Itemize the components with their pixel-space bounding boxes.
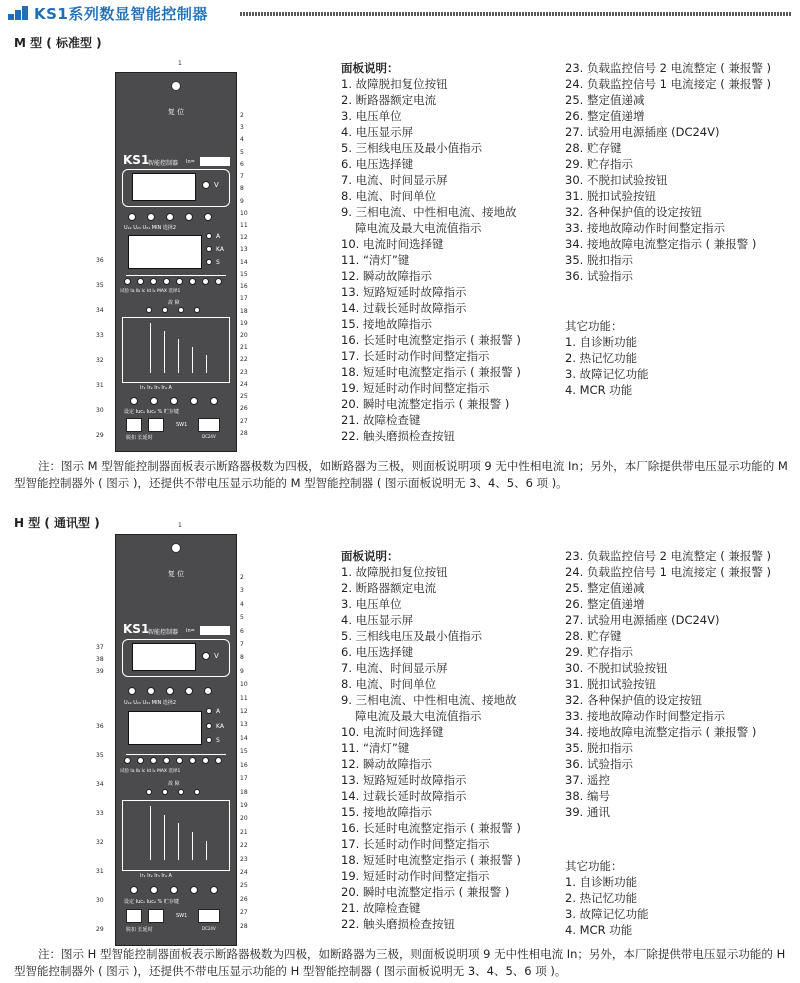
list-item: 8. 电流、时间单位: [341, 677, 437, 691]
list-item: 11. “清灯”键: [341, 741, 410, 755]
divider: [126, 275, 226, 276]
voltage-keys-label: U₁₂ U₂₃ U₃₁ MIN 选择2: [124, 699, 177, 706]
list-item: 7. 电流、时间显示屏: [341, 661, 448, 675]
list-item: 23. 负载监控信号 2 电流整定 ( 兼报警 ): [565, 61, 772, 75]
fault-indicator: [162, 307, 168, 313]
callout-number: 28: [240, 922, 248, 930]
callout-number: 20: [240, 815, 248, 823]
list-item: 16. 长延时电流整定指示 ( 兼报警 ): [341, 821, 521, 835]
callout-number: 34: [96, 307, 104, 314]
fault-indicator: [178, 789, 184, 795]
sw-label: SW1: [176, 422, 188, 428]
callout-number: 8: [240, 654, 244, 662]
curve-segment: [192, 832, 193, 860]
fault-label: 故 障: [168, 300, 180, 306]
setting-button[interactable]: [170, 397, 178, 405]
other-function-item: 4. MCR 功能: [565, 923, 633, 937]
callout-number: 30: [96, 407, 104, 414]
list-item: 29. 贮存指示: [565, 157, 633, 171]
callout-number: 32: [96, 357, 104, 364]
list-item: 18. 短延时电流整定指示 ( 兼报警 ): [341, 853, 521, 867]
list-item: 6. 电压选择键: [341, 157, 414, 171]
callout-number: 9: [240, 197, 244, 205]
voltage-display: [132, 643, 196, 671]
section-note-m: 注：图示 M 型智能控制器面板表示断路器极数为四极，如断路器为三极，则面板说明项 9 无中性相电流 In；另外，本厂除提供带电压显示功能的 M 型智能控制器外 ( 图示 )，还提供不带电压显示功能的 M 型智能控制器 ( 图示面板说明无 3、4、5、6 项 )。: [14, 459, 788, 490]
list-item: 32. 各种保护值的设定按钮: [565, 205, 702, 219]
list-item: 障电流及最大电流值指示: [355, 709, 482, 723]
section-title-h: H 型 ( 通讯型 ): [14, 516, 100, 530]
fault-indicator: [146, 307, 152, 313]
reset-button[interactable]: [171, 81, 181, 91]
curve-segment: [206, 841, 207, 861]
unit-indicator: [206, 708, 212, 714]
panel-description-list-left-m: [341, 60, 521, 444]
list-item: 14. 过载长延时故障指示: [341, 301, 467, 315]
brand-label: KS1: [123, 621, 150, 636]
list-item: 7. 电流、时间显示屏: [341, 173, 448, 187]
list-item: 17. 长延时动作时间整定指示: [341, 837, 490, 851]
reset-label: 复 位: [167, 108, 185, 116]
callout-number: 22: [240, 356, 248, 364]
page-title: KS1系列数显智能控制器: [34, 5, 208, 23]
unit-label: KA: [216, 246, 224, 253]
protection-curve-area: [122, 317, 230, 383]
list-item: 1. 故障脱扣复位按钮: [341, 77, 448, 91]
unit-label: A: [216, 708, 221, 716]
callout-number: 22: [240, 842, 248, 850]
list-item: 15. 接地故障指示: [341, 317, 432, 331]
current-select-key[interactable]: [215, 278, 222, 285]
bottom-keys-label: 脱扣 长延时: [126, 927, 153, 934]
list-item: 22. 触头磨损检查按钮: [341, 917, 455, 931]
list-item: 30. 不脱扣试验按钮: [565, 173, 668, 187]
callout-number: 18: [240, 307, 248, 315]
callout-number: 9: [240, 667, 244, 675]
controller-panel-h: [115, 534, 237, 946]
list-item: 9. 三相电流、中性相电流、接地故: [341, 693, 517, 707]
current-select-key[interactable]: [150, 278, 157, 285]
list-item: 9. 三相电流、中性相电流、接地故: [341, 205, 517, 219]
callout-number: 25: [240, 393, 248, 401]
list-item: 4. 电压显示屏: [341, 125, 414, 139]
brand-sub-label: 智能控制器: [148, 160, 179, 167]
list-item: 18. 短延时电流整定指示 ( 兼报警 ): [341, 365, 521, 379]
callout-number: 32: [96, 839, 104, 846]
trip-test-button[interactable]: [126, 418, 142, 432]
current-select-key[interactable]: [202, 757, 209, 764]
list-item: 22. 触头磨损检查按钮: [341, 429, 455, 443]
no-trip-test-button[interactable]: [148, 909, 164, 923]
voltage-select-key[interactable]: [128, 213, 136, 221]
callout-number: 16: [240, 283, 248, 291]
callout-number: 31: [96, 868, 104, 875]
list-item: 28. 贮存键: [565, 629, 622, 643]
curve-segment: [178, 823, 179, 860]
voltage-select-key[interactable]: [166, 213, 174, 221]
list-item: 19. 短延时动作时间整定指示: [341, 869, 490, 883]
curve-segment: [206, 355, 207, 373]
setting-button[interactable]: [170, 886, 178, 894]
other-function-item: 3. 故障记忆功能: [565, 367, 649, 381]
list-item: 24. 负载监控信号 1 电流接定 ( 兼报警 ): [565, 565, 772, 579]
unit-label: S: [216, 259, 220, 266]
current-time-display: [128, 711, 202, 745]
list-item: 15. 接地故障指示: [341, 805, 432, 819]
callout-number: 11: [240, 222, 248, 229]
callout-number: 21: [240, 344, 248, 352]
voltage-display: [132, 173, 196, 201]
callout-number: 21: [240, 828, 248, 836]
trip-test-button[interactable]: [126, 909, 142, 923]
list-item: 23. 负载监控信号 2 电流整定 ( 兼报警 ): [565, 549, 772, 563]
panel-description-list-left-h: [341, 548, 521, 932]
current-select-key[interactable]: [176, 757, 183, 764]
list-item: 27. 试验用电源插座 (DC24V): [565, 613, 720, 627]
list-item: 8. 电流、时间单位: [341, 189, 437, 203]
list-item: 28. 贮存键: [565, 141, 622, 155]
callout-number: 14: [240, 734, 248, 742]
bottom-keys-label: 脱扣 长延时: [126, 435, 153, 441]
voltage-select-key[interactable]: [147, 213, 155, 221]
list-item: 26. 整定值递增: [565, 109, 645, 123]
setting-button[interactable]: [130, 397, 138, 405]
current-time-display: [128, 235, 202, 269]
divider: [126, 754, 226, 755]
callout-number: 23: [240, 368, 248, 376]
list-item: 障电流及最大电流值指示: [355, 221, 482, 235]
callout-number: 2: [240, 112, 244, 119]
list-item: 2. 断路器额定电流: [341, 581, 437, 595]
callout-number: 2: [240, 574, 244, 581]
setting-button[interactable]: [150, 397, 158, 405]
setting-button[interactable]: [190, 886, 198, 894]
rated-current-label: In=: [186, 628, 195, 635]
callout-number: 37: [96, 644, 104, 651]
callout-number: 24: [240, 380, 248, 388]
other-function-item: 4. MCR 功能: [565, 383, 633, 397]
list-item: 21. 故障检查键: [341, 413, 421, 427]
unit-indicator: [206, 246, 212, 252]
control-keys-label: 设定 Iuc₁ Iuc₂ % 贮存键: [124, 899, 179, 906]
callout-number: 3: [240, 124, 244, 132]
callout-number: 13: [240, 721, 248, 729]
list-item: 39. 通讯: [565, 805, 610, 819]
callout-number: 5: [240, 614, 244, 622]
reset-button[interactable]: [171, 543, 181, 553]
unit-label: S: [216, 736, 220, 744]
current-select-key[interactable]: [150, 757, 157, 764]
callout-number: 12: [240, 708, 248, 716]
list-item: 4. 电压显示屏: [341, 613, 414, 627]
no-trip-test-button[interactable]: [148, 418, 164, 432]
current-select-key[interactable]: [215, 757, 222, 764]
other-function-item: 2. 热记忆功能: [565, 351, 638, 365]
list-item: 6. 电压选择键: [341, 645, 414, 659]
callout-number: 29: [96, 432, 104, 439]
list-item: 20. 瞬时电流整定指示 ( 兼报警 ): [341, 397, 510, 411]
setting-keys-label: Ir₁ Ir₂ Ir₃ Ir₄ A: [140, 385, 172, 391]
callout-number: 29: [96, 926, 104, 933]
list-item: 27. 试验用电源插座 (DC24V): [565, 125, 720, 139]
other-functions-m: [565, 318, 649, 398]
callout-number: 34: [96, 781, 104, 788]
voltage-select-key[interactable]: [204, 687, 212, 695]
callout-number: 1: [178, 522, 182, 529]
rated-current-box: [200, 157, 230, 166]
controller-panel-m: [115, 72, 237, 452]
callout-number: 36: [96, 257, 104, 264]
other-function-item: 3. 故障记忆功能: [565, 907, 649, 921]
callout-number: 10: [240, 209, 248, 217]
callout-number: 26: [240, 895, 248, 903]
other-functions-heading: 其它功能：: [565, 859, 623, 873]
voltage-select-key[interactable]: [204, 213, 212, 221]
voltage-select-key[interactable]: [185, 213, 193, 221]
setting-button[interactable]: [210, 397, 218, 405]
dc24v-socket[interactable]: [198, 909, 220, 923]
list-item: 10. 电流时间选择键: [341, 237, 444, 251]
callout-number: 31: [96, 382, 104, 389]
brand-logo-icon: [8, 6, 28, 22]
fault-indicator: [146, 789, 152, 795]
brand-sub-label: 智能控制器: [148, 629, 179, 637]
list-item: 2. 断路器额定电流: [341, 93, 437, 107]
callout-number: 4: [240, 600, 244, 608]
list-item: 31. 脱扣试验按钮: [565, 189, 656, 203]
list-item: 14. 过载长延时故障指示: [341, 789, 467, 803]
current-select-key[interactable]: [189, 757, 196, 764]
dc24v-socket[interactable]: [198, 418, 220, 432]
panel-description-list-right-m: [565, 60, 771, 284]
rated-current-box: [200, 626, 230, 635]
callout-number: 6: [240, 160, 244, 168]
curve-segment: [164, 815, 165, 861]
callout-number: 7: [240, 173, 244, 181]
list-item: 3. 电压单位: [341, 109, 402, 123]
unit-indicator: [206, 737, 212, 743]
voltage-unit: V: [214, 652, 219, 661]
list-item: 20. 瞬时电流整定指示 ( 兼报警 ): [341, 885, 510, 899]
panel-description-heading: 面板说明：: [341, 549, 399, 563]
callout-number: 38: [96, 656, 104, 663]
callout-number: 20: [240, 332, 248, 339]
callout-number: 11: [240, 694, 248, 702]
curve-segment: [192, 347, 193, 373]
callout-number: 10: [240, 681, 248, 689]
rated-current-label: In=: [186, 159, 195, 165]
callout-number: 7: [240, 641, 244, 649]
list-item: 1. 故障脱扣复位按钮: [341, 565, 448, 579]
list-item: 30. 不脱扣试验按钮: [565, 661, 668, 675]
list-item: 5. 三相线电压及最小值指示: [341, 629, 483, 643]
callout-number: 35: [96, 282, 104, 289]
curve-segment: [164, 331, 165, 373]
list-item: 17. 长延时动作时间整定指示: [341, 349, 490, 363]
list-item: 37. 遥控: [565, 773, 610, 787]
list-item: 16. 长延时电流整定指示 ( 兼报警 ): [341, 333, 521, 347]
protection-curve-area: [122, 800, 230, 872]
list-item: 13. 短路短延时故障指示: [341, 773, 467, 787]
callout-number: 39: [96, 668, 104, 675]
callout-number: 27: [240, 417, 248, 425]
section-title-m: M 型 ( 标准型 ): [14, 36, 102, 50]
callout-number: 14: [240, 258, 248, 266]
panel-description-list-right-h: [565, 548, 771, 820]
list-item: 33. 接地故障动作时间整定指示: [565, 221, 725, 235]
unit-label: A: [216, 233, 221, 240]
current-select-key[interactable]: [124, 757, 131, 764]
other-function-item: 1. 自诊断功能: [565, 335, 638, 349]
list-item: 29. 贮存指示: [565, 645, 633, 659]
callout-number: 25: [240, 882, 248, 890]
callout-number: 19: [240, 801, 248, 809]
curve-segment: [150, 323, 151, 373]
other-functions-h: [565, 858, 649, 938]
current-select-key[interactable]: [202, 278, 209, 285]
callout-number: 12: [240, 234, 248, 242]
setting-button[interactable]: [210, 886, 218, 894]
fault-indicator: [162, 789, 168, 795]
current-select-key[interactable]: [163, 757, 170, 764]
callout-number: 17: [240, 775, 248, 783]
callout-number: 16: [240, 761, 248, 769]
callout-number: 26: [240, 405, 248, 413]
voltage-keys-label: U₁₂ U₂₃ U₃₁ MIN 选择2: [124, 225, 177, 231]
setting-keys-label: Ir₁ Ir₂ Ir₃ Ir₄ A: [140, 873, 172, 880]
voltage-select-key[interactable]: [128, 687, 136, 695]
list-item: 32. 各种保护值的设定按钮: [565, 693, 702, 707]
current-select-key[interactable]: [137, 278, 144, 285]
other-function-item: 2. 热记忆功能: [565, 891, 638, 905]
socket-label: DC24V: [202, 926, 216, 932]
page-header: [0, 0, 800, 28]
list-item: 31. 脱扣试验按钮: [565, 677, 656, 691]
callout-number: 3: [240, 587, 244, 595]
list-item: 5. 三相线电压及最小值指示: [341, 141, 483, 155]
unit-indicator: [206, 723, 212, 729]
callout-number: 15: [240, 748, 248, 756]
voltage-indicator: [202, 181, 210, 189]
list-item: 25. 整定值递减: [565, 93, 645, 107]
fault-label: 故 障: [168, 781, 180, 788]
fault-indicator: [194, 789, 200, 795]
list-item: 33. 接地故障动作时间整定指示: [565, 709, 725, 723]
section-note-h: 注：图示 H 型智能控制器面板表示断路器极数为四极，如断路器为三极，则面板说明项 9 无中性相电流 In；另外，本厂除提供带电压显示功能的 H 型智能控制器外 ( 图示 )，还提供不带电压显示功能的 H 型智能控制器 ( 图示面板说明无 3、4、5、6 项 )。: [14, 947, 786, 978]
setting-button[interactable]: [190, 397, 198, 405]
list-item: 36. 试验指示: [565, 757, 633, 771]
list-item: 3. 电压单位: [341, 597, 402, 611]
voltage-unit: V: [214, 181, 219, 189]
header-rule: [240, 12, 792, 16]
panel-description-heading: 面板说明：: [341, 61, 399, 75]
callout-number: 4: [240, 136, 244, 144]
callout-number: 35: [96, 752, 104, 759]
curve-segment: [178, 339, 179, 373]
fault-indicator: [178, 307, 184, 313]
list-item: 10. 电流时间选择键: [341, 725, 444, 739]
list-item: 25. 整定值递减: [565, 581, 645, 595]
callout-number: 5: [240, 148, 244, 156]
list-item: 11. “清灯”键: [341, 253, 410, 267]
fault-indicator: [194, 307, 200, 313]
current-select-key[interactable]: [137, 757, 144, 764]
callout-number: 17: [240, 295, 248, 303]
reset-label: 复 位: [167, 570, 185, 578]
callout-number: 15: [240, 270, 248, 278]
socket-label: DC24V: [202, 434, 216, 439]
current-keys-label: 试验 Ia Ib Ic Id I₂ MAX 选择1: [120, 289, 181, 294]
list-item: 26. 整定值递增: [565, 597, 645, 611]
callout-number: 13: [240, 246, 248, 254]
voltage-select-key[interactable]: [147, 687, 155, 695]
list-item: 34. 接地故障电流整定指示 ( 兼报警 ): [565, 237, 757, 251]
list-item: 12. 瞬动故障指示: [341, 757, 432, 771]
list-item: 34. 接地故障电流整定指示 ( 兼报警 ): [565, 725, 757, 739]
curve-segment: [150, 806, 151, 860]
current-select-key[interactable]: [189, 278, 196, 285]
current-select-key[interactable]: [163, 278, 170, 285]
callout-number: 23: [240, 855, 248, 863]
unit-indicator: [206, 259, 212, 265]
list-item: 24. 负载监控信号 1 电流接定 ( 兼报警 ): [565, 77, 772, 91]
callout-number: 8: [240, 185, 244, 193]
other-functions-heading: 其它功能：: [565, 319, 623, 333]
callout-number: 18: [240, 788, 248, 796]
sw-label: SW1: [176, 913, 188, 920]
callout-number: 30: [96, 897, 104, 904]
list-item: 12. 瞬动故障指示: [341, 269, 432, 283]
current-keys-label: 试验 Ia Ib Ic Id I₂ MAX 选择1: [120, 769, 181, 775]
list-item: 35. 脱扣指示: [565, 741, 633, 755]
unit-label: KA: [216, 722, 224, 730]
list-item: 35. 脱扣指示: [565, 253, 633, 267]
list-item: 38. 编号: [565, 789, 610, 803]
callout-number: 1: [178, 60, 182, 67]
current-select-key[interactable]: [176, 278, 183, 285]
callout-number: 24: [240, 868, 248, 876]
unit-indicator: [206, 233, 212, 239]
callout-number: 33: [96, 332, 104, 339]
current-select-key[interactable]: [124, 278, 131, 285]
callout-number: 27: [240, 909, 248, 917]
list-item: 19. 短延时动作时间整定指示: [341, 381, 490, 395]
callout-number: 6: [240, 627, 244, 635]
callout-number: 33: [96, 810, 104, 817]
voltage-select-key[interactable]: [185, 687, 193, 695]
setting-button[interactable]: [150, 886, 158, 894]
voltage-select-key[interactable]: [166, 687, 174, 695]
list-item: 21. 故障检查键: [341, 901, 421, 915]
brand-label: KS1: [123, 153, 150, 167]
other-function-item: 1. 自诊断功能: [565, 875, 638, 889]
list-item: 36. 试验指示: [565, 269, 633, 283]
callout-number: 28: [240, 429, 248, 437]
list-item: 13. 短路短延时故障指示: [341, 285, 467, 299]
control-keys-label: 设定 Iuc₁ Iuc₂ % 贮存键: [124, 409, 179, 415]
callout-number: 36: [96, 723, 104, 730]
setting-button[interactable]: [130, 886, 138, 894]
callout-number: 19: [240, 319, 248, 327]
